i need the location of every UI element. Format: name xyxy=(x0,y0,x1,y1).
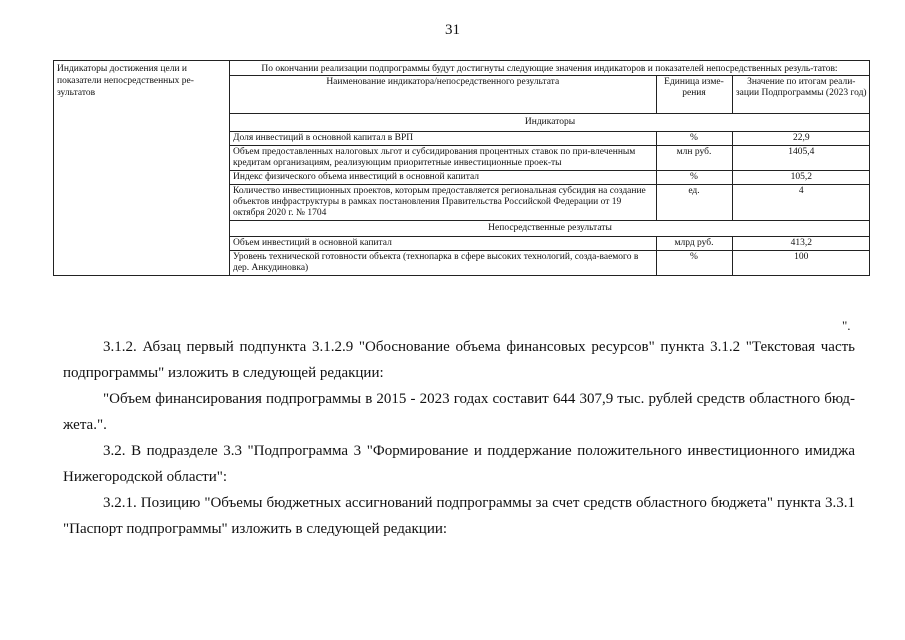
section-results: Непосредственные результаты xyxy=(230,221,870,237)
indicator-unit: % xyxy=(656,132,732,146)
paragraph-3-2-1 xyxy=(63,490,855,542)
indicator-unit: млн руб. xyxy=(656,146,732,171)
result-unit: млрд руб. xyxy=(656,237,732,251)
indicator-name: Индекс физического объема инвестиций в основной капитал xyxy=(230,171,656,185)
table-row xyxy=(230,251,870,276)
paragraph-text: "Объем финансирования подпрограммы в 2015 - 2023 годах составит 644 307,9 тыс. рублей средств областного бюд-жета.". xyxy=(63,391,855,433)
result-value: 100 xyxy=(732,251,870,276)
table-row xyxy=(230,185,870,221)
result-name: Уровень технической готовности объекта (технопарка в сфере высоких технологий, созда-ваемого в дер. Анкудиновка) xyxy=(230,251,656,276)
result-unit: % xyxy=(656,251,732,276)
indicators-cell xyxy=(230,61,870,276)
indicator-name: Количество инвестиционных проектов, которым предоставляется региональная субсидия на создание объектов инфраструктуры в рамках постановления Правительства Российской Федерации от 19 октября 2020 г. № 1704 xyxy=(230,185,656,221)
indicator-value: 105,2 xyxy=(732,171,870,185)
row-label: Индикаторы достижения цели и показатели непосредственных ре-зультатов xyxy=(54,61,230,276)
page-number: 31 xyxy=(445,22,460,38)
paragraph-3-1-2 xyxy=(63,334,855,386)
indicator-unit: % xyxy=(656,171,732,185)
paragraph-3-2 xyxy=(63,438,855,490)
table-intro: По окончании реализации подпрограммы будут достигнуты следующие значения индикаторов и показателей непосредственных резуль-татов: xyxy=(261,64,838,74)
indicator-value: 4 xyxy=(732,185,870,221)
paragraph-quote xyxy=(63,386,855,438)
indicator-name: Доля инвестиций в основной капитал в ВРП xyxy=(230,132,656,146)
header-name: Наименование индикатора/непосредственного результата xyxy=(230,76,656,114)
indicators-table xyxy=(230,75,870,275)
table-row xyxy=(230,171,870,185)
paragraph-text: 3.2.1. Позицию "Объемы бюджетных ассигнований подпрограммы за счет средств областного бюджета" пункта 3.3.1 "Паспорт подпрограммы" изложить в следующей редакции: xyxy=(63,495,855,537)
paragraph-text: 3.1.2. Абзац первый подпункта 3.1.2.9 "Обоснование объема финансовых ресурсов" пункта 3.1.2 "Текстовая часть подпрограммы" изложить в следующей редакции: xyxy=(63,339,855,381)
table-row xyxy=(230,237,870,251)
indicator-name: Объем предоставленных налоговых льгот и субсидирования процентных ставок по при-влеченным кредитам организациям, реализующим приоритетные инвестиционные проек-ты xyxy=(230,146,656,171)
paragraph-text: 3.2. В подразделе 3.3 "Подпрограмма 3 "Формирование и поддержание положительного инвестиционного имиджа Нижегородской области": xyxy=(63,443,855,485)
indicator-value: 1405,4 xyxy=(732,146,870,171)
section-indicators: Индикаторы xyxy=(230,114,870,132)
result-value: 413,2 xyxy=(732,237,870,251)
quote-end: ". xyxy=(842,318,851,333)
indicator-value: 22,9 xyxy=(732,132,870,146)
indicator-unit: ед. xyxy=(656,185,732,221)
result-name: Объем инвестиций в основной капитал xyxy=(230,237,656,251)
passport-table xyxy=(53,60,870,276)
table-row xyxy=(230,146,870,171)
header-value: Значение по итогам реали-зации Подпрограммы (2023 год) xyxy=(732,76,870,114)
header-unit: Единица изме-рения xyxy=(656,76,732,114)
table-row xyxy=(230,132,870,146)
